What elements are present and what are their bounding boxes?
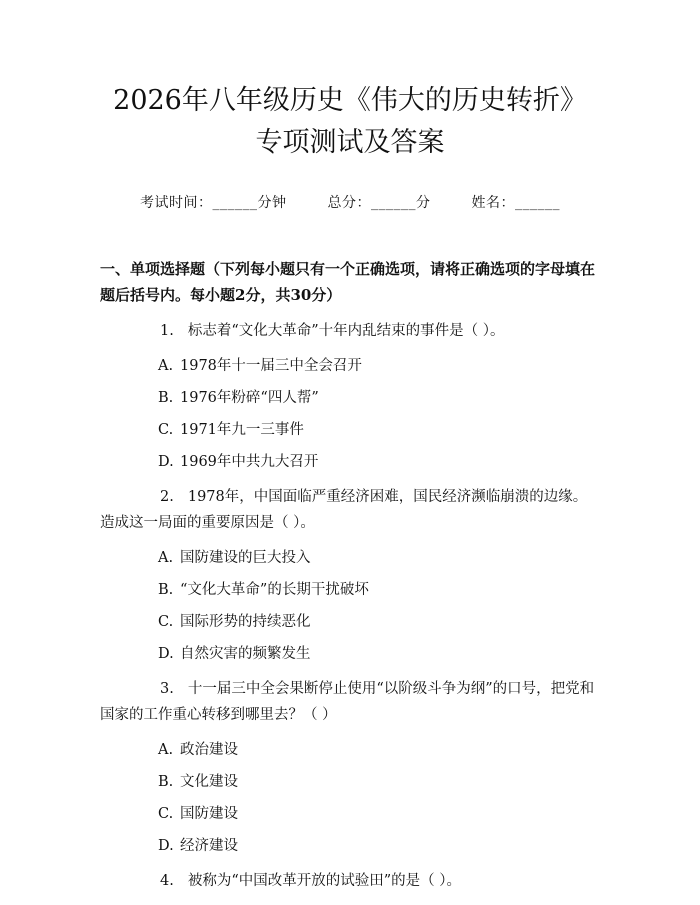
- question-3-options: [100, 740, 600, 856]
- option-d: [158, 452, 600, 472]
- option-letter: C.: [158, 422, 174, 438]
- option-d: [158, 644, 600, 664]
- option-letter: B.: [158, 774, 174, 790]
- option-text: 自然灾害的频繁发生: [180, 646, 311, 662]
- exam-time-field: 考试时间：______分钟: [140, 195, 287, 211]
- question-1: [100, 318, 600, 344]
- option-text: 文化建设: [180, 774, 238, 790]
- option-letter: B.: [158, 582, 174, 598]
- question-number: 1.: [160, 323, 174, 339]
- option-text: 1971年九一三事件: [180, 422, 304, 438]
- question-text: 标志着“文化大革命”十年内乱结束的事件是（ ）。: [187, 323, 505, 339]
- option-a: [158, 740, 600, 760]
- option-b: [158, 388, 600, 408]
- option-a: [158, 356, 600, 376]
- question-text: 1978年，中国面临严重经济困难，国民经济濒临崩溃的边缘。造成这一局面的重要原因是（ ）。: [100, 489, 588, 531]
- option-text: 国防建设的巨大投入: [180, 550, 311, 566]
- question-3: [100, 676, 600, 728]
- option-text: 1978年十一届三中全会召开: [180, 358, 362, 374]
- question-4: [100, 868, 600, 894]
- option-letter: B.: [158, 390, 174, 406]
- option-c: [158, 420, 600, 440]
- student-name-field: 姓名：______: [471, 195, 560, 211]
- question-2-options: [100, 548, 600, 664]
- question-text: 被称为“中国改革开放的试验田”的是（ ）。: [187, 873, 462, 889]
- question-1-options: [100, 356, 600, 472]
- option-a: [158, 548, 600, 568]
- option-text: 经济建设: [180, 838, 238, 854]
- option-letter: A.: [158, 358, 174, 374]
- option-letter: A.: [158, 742, 174, 758]
- option-d: [158, 836, 600, 856]
- option-b: [158, 580, 600, 600]
- option-text: 政治建设: [180, 742, 238, 758]
- option-b: [158, 772, 600, 792]
- total-score-field: 总分：______分: [327, 195, 431, 211]
- option-letter: D.: [158, 838, 174, 854]
- option-letter: A.: [158, 550, 174, 566]
- option-text: “文化大革命”的长期干扰破坏: [180, 582, 369, 598]
- question-2: [100, 484, 600, 536]
- option-c: [158, 804, 600, 824]
- exam-meta: [100, 192, 600, 212]
- section-title-single-choice: 一、单项选择题（下列每小题只有一个正确选项，请将正确选项的字母填在题后括号内。每小题2分，共30分）: [100, 260, 596, 304]
- option-text: 国防建设: [180, 806, 238, 822]
- option-letter: D.: [158, 454, 174, 470]
- document-title: 2026年八年级历史《伟大的历史转折》专项测试及答案: [113, 85, 587, 158]
- option-text: 1969年中共九大召开: [180, 454, 319, 470]
- question-number: 4.: [160, 873, 174, 889]
- option-letter: C.: [158, 806, 174, 822]
- option-letter: D.: [158, 646, 174, 662]
- question-text: 十一届三中全会果断停止使用“以阶级斗争为纲”的口号，把党和国家的工作重心转移到哪里去？（ ）: [100, 681, 595, 723]
- question-number: 3.: [160, 681, 174, 697]
- option-c: [158, 612, 600, 632]
- question-number: 2.: [160, 489, 174, 505]
- option-letter: C.: [158, 614, 174, 630]
- option-text: 国际形势的持续恶化: [180, 614, 311, 630]
- option-text: 1976年粉碎“四人帮”: [180, 390, 319, 406]
